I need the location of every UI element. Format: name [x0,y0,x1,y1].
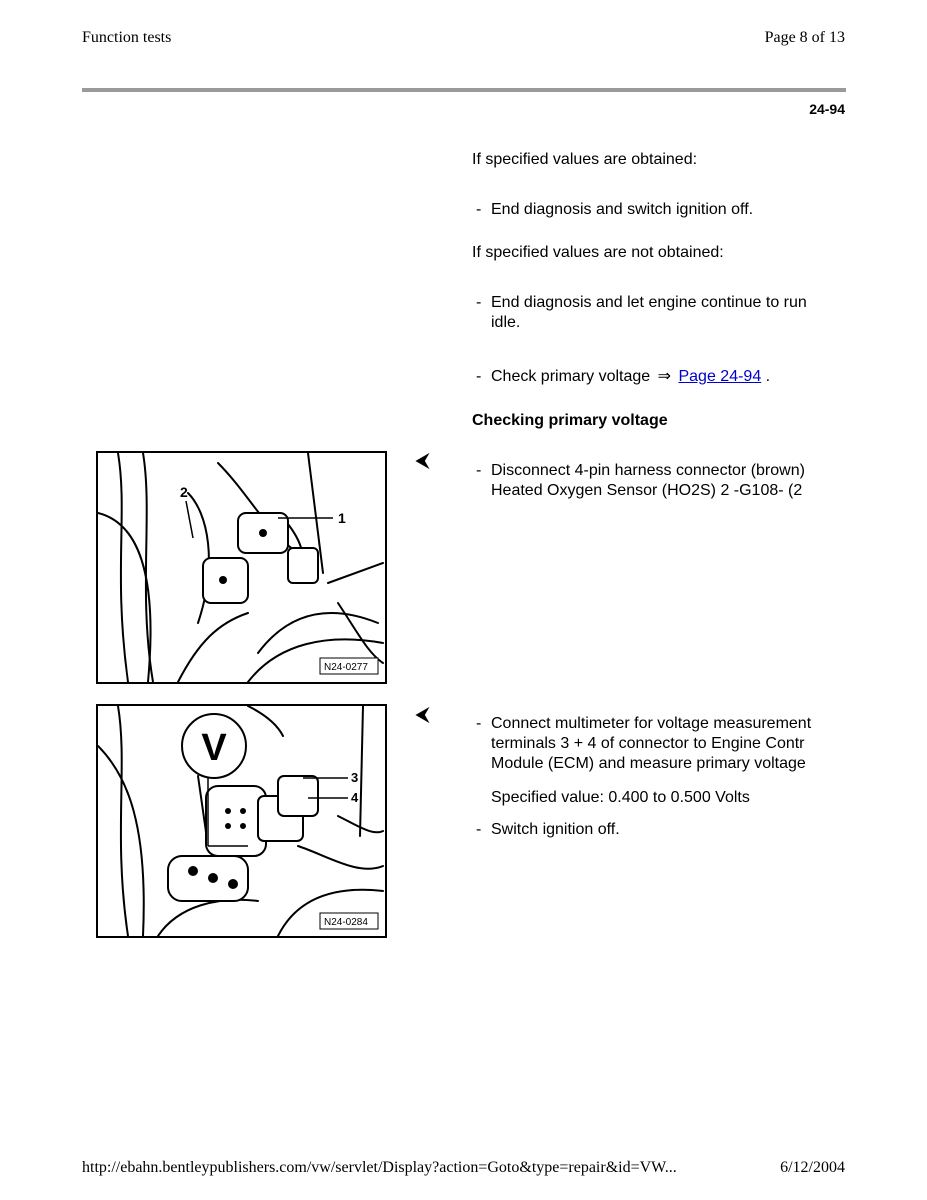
list-item [476,714,846,774]
dash: - [476,368,482,385]
footer-url: http://ebahn.bentleypublishers.com/vw/servlet/Display?action=Goto&type=repair&id=VW... [82,1159,677,1176]
item-text-line: Module (ECM) and measure primary voltage [491,755,806,772]
dash: - [476,294,482,311]
figure-marker-icon: ⮜ [416,704,429,724]
item-text: Check primary voltage [491,368,651,385]
item-text-line: idle. [491,314,521,331]
obtained-heading: If specified values are obtained: [472,151,698,168]
figure-connector-photo [96,451,387,684]
item-text-line: End diagnosis and let engine continue to run [491,294,807,311]
page-number: Page 8 of 13 [764,29,845,46]
footer-date: 6/12/2004 [780,1159,845,1176]
multimeter-illustration [98,706,385,936]
figure-callout-1: 1 [338,510,346,526]
section-number: 24-94 [809,101,845,117]
meter-symbol: V [201,727,227,769]
item-tail: . [765,368,771,385]
dash: - [476,201,482,218]
page-link[interactable]: Page 24-94 [678,368,762,385]
item-text-line: Disconnect 4-pin harness connector (brown) [491,462,805,479]
figure-code: N24-0277 [324,662,368,673]
item-text: End diagnosis and switch ignition off. [491,201,754,218]
dash: - [476,462,482,479]
figure-callout-4: 4 [351,790,359,805]
arrow-icon: ⇒ [657,368,672,385]
specified-value: Specified value: 0.400 to 0.500 Volts [491,789,750,806]
header-title: Function tests [82,29,172,46]
item-text-line: terminals 3 + 4 of connector to Engine Contr [491,735,805,752]
list-item [476,293,846,333]
list-item [476,367,846,387]
connector-illustration [98,453,385,682]
figure-callout-3: 3 [351,770,359,785]
header-rule [82,88,846,92]
list-item [476,200,846,220]
not-obtained-heading: If specified values are not obtained: [472,244,724,261]
list-item [476,461,846,501]
dash: - [476,821,482,838]
figure-multimeter-photo [96,704,387,938]
item-text: Switch ignition off. [491,821,620,838]
item-text-line: Heated Oxygen Sensor (HO2S) 2 -G108- (2 [491,482,803,499]
figure-code: N24-0284 [324,917,368,928]
item-text-line: Connect multimeter for voltage measurement [491,715,812,732]
list-item [476,820,846,840]
dash: - [476,715,482,732]
checking-heading: Checking primary voltage [472,412,668,429]
figure-callout-2: 2 [180,484,188,500]
figure-marker-icon: ⮜ [416,450,429,470]
